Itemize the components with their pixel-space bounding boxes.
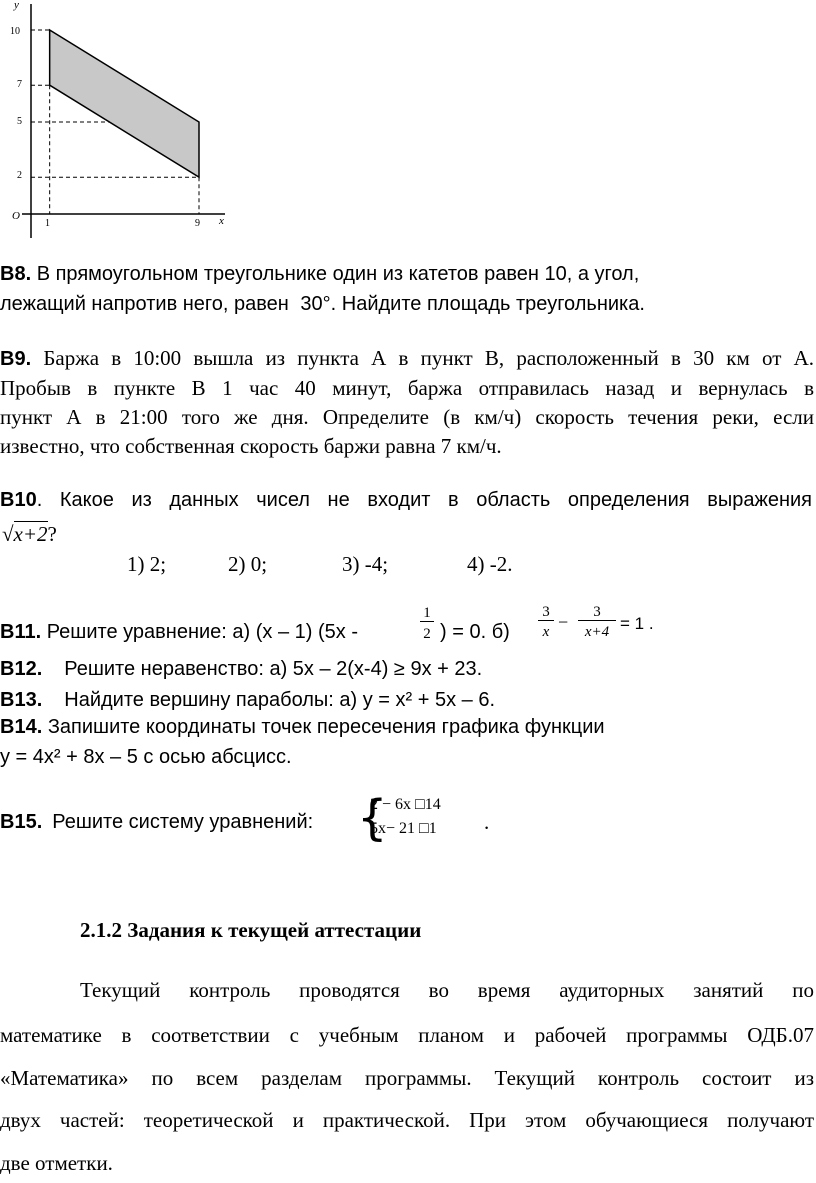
y-tick-10: 10: [10, 26, 20, 37]
task-b14-text1: Запишите координаты точек пересечения графика функции: [47, 716, 605, 738]
shaded-region: [50, 30, 199, 177]
fraction-numerator: 1: [423, 605, 431, 621]
minus-sign: −: [558, 612, 569, 632]
option-2: 2) 0;: [228, 552, 268, 576]
task-b11-text: Решите уравнение: а) (x – 1) (5x -: [46, 621, 358, 643]
origin-label: O: [12, 210, 20, 222]
task-b8-number: B8.: [0, 263, 32, 285]
task-b15-text: Решите систему уравнений:: [52, 811, 314, 833]
task-b10-number: B10: [0, 489, 37, 511]
section-paragraph-line-4: двух частей: теоретической и практической. При этом обучающиеся получают: [0, 1108, 814, 1132]
y-tick-7: 7: [17, 79, 22, 90]
y-tick-2: 2: [17, 170, 22, 181]
task-b10-line1: [0, 484, 812, 516]
x-axis-label: x: [219, 215, 224, 227]
section-paragraph-line-5: две отметки.: [0, 1151, 113, 1175]
fraction-denominator: 2: [420, 621, 434, 642]
section-paragraph-line-3: «Математика» по всем разделам программы. Текущий контроль состоит из: [0, 1066, 814, 1090]
task-b9-number: B9.: [0, 348, 32, 370]
fraction-denominator: x+4: [578, 620, 616, 640]
task-b14-line1: [0, 711, 605, 743]
option-3: 3) -4;: [342, 552, 389, 576]
task-b9-line1: [0, 342, 814, 375]
y-axis-label: y: [14, 0, 19, 11]
task-b8-line1: [0, 258, 639, 290]
x-tick-1: 1: [45, 218, 50, 229]
task-b13-text: Найдите вершину параболы: а) у = x² + 5x – 6.: [64, 689, 496, 711]
task-b11-text-b: ) = 0. б): [440, 621, 510, 643]
fraction-3-over-x-plus-4: [578, 604, 616, 640]
section-heading: 2.1.2 Задания к текущей аттестации: [80, 918, 422, 942]
x-tick-9: 9: [195, 218, 200, 229]
task-b10-expression: [2, 518, 57, 550]
task-b12-number: B12.: [0, 658, 43, 680]
equation-rhs: = 1 .: [620, 614, 654, 633]
task-b8-angle: 30°: [300, 293, 331, 315]
region-graph: [0, 0, 240, 245]
system-equation-1: 2 − 6x □14: [370, 796, 441, 813]
task-b10-text: . Какое из данных чисел не входит в область определения выражения: [36, 489, 812, 511]
system-end-period: .: [484, 810, 490, 834]
system-brace: {: [357, 790, 388, 846]
task-b8-text1: В прямоугольном треугольнике один из катетов равен 10, а угол,: [36, 263, 640, 285]
fraction-3-over-x: [538, 604, 554, 640]
task-b11-line: [0, 616, 358, 648]
task-b14-number: B14.: [0, 716, 43, 738]
task-b9-line3: пункт А в 21:00 того же дня. Определите (в км/ч) скорость течения реки, если: [0, 405, 814, 429]
system-equation-2: 5x− 21 □1: [370, 820, 437, 837]
task-b8-line2: [0, 288, 645, 320]
section-paragraph-line-2: математике в соответствии с учебным планом и рабочей программы ОДБ.07: [0, 1023, 814, 1047]
option-4: 4) -2.: [467, 552, 513, 576]
radicand: x+2: [13, 522, 48, 546]
fraction-numerator: 3: [593, 604, 601, 620]
y-tick-5: 5: [17, 116, 22, 127]
task-b8-text2: лежащий напротив него, равен: [0, 293, 289, 315]
radical-sign: √: [2, 522, 14, 546]
task-b12-text: Решите неравенство: а) 5x – 2(x-4) ≥ 9x + 23.: [64, 658, 483, 680]
fraction-numerator: 3: [542, 604, 550, 620]
section-paragraph-line-1: Текущий контроль проводятся во время аудиторных занятий по: [80, 978, 814, 1002]
question-mark: ?: [47, 522, 57, 546]
fraction-one-half: [420, 605, 434, 642]
task-b14-line2: у = 4x² + 8x – 5 с осью абсцисс.: [0, 746, 292, 768]
task-b15-number: B15.: [0, 811, 43, 833]
task-b9-text1: Баржа в 10:00 вышла из пункта А в пункт В, расположенный в 30 км от А.: [43, 346, 814, 370]
task-b15-line: [0, 806, 313, 838]
task-b11-number: B11.: [0, 621, 42, 643]
option-1: 1) 2;: [127, 552, 167, 576]
task-b13-number: B13.: [0, 689, 43, 711]
fraction-denominator: x: [538, 620, 554, 640]
task-b12-line: [0, 653, 482, 685]
task-b8-text3: . Найдите площадь треугольника.: [330, 293, 645, 315]
task-b9-line2: Пробыв в пункте В 1 час 40 минут, баржа отправилась назад и вернулась в: [0, 376, 814, 400]
task-b9-line4: известно, что собственная скорость баржи равна 7 км/ч.: [0, 434, 502, 458]
